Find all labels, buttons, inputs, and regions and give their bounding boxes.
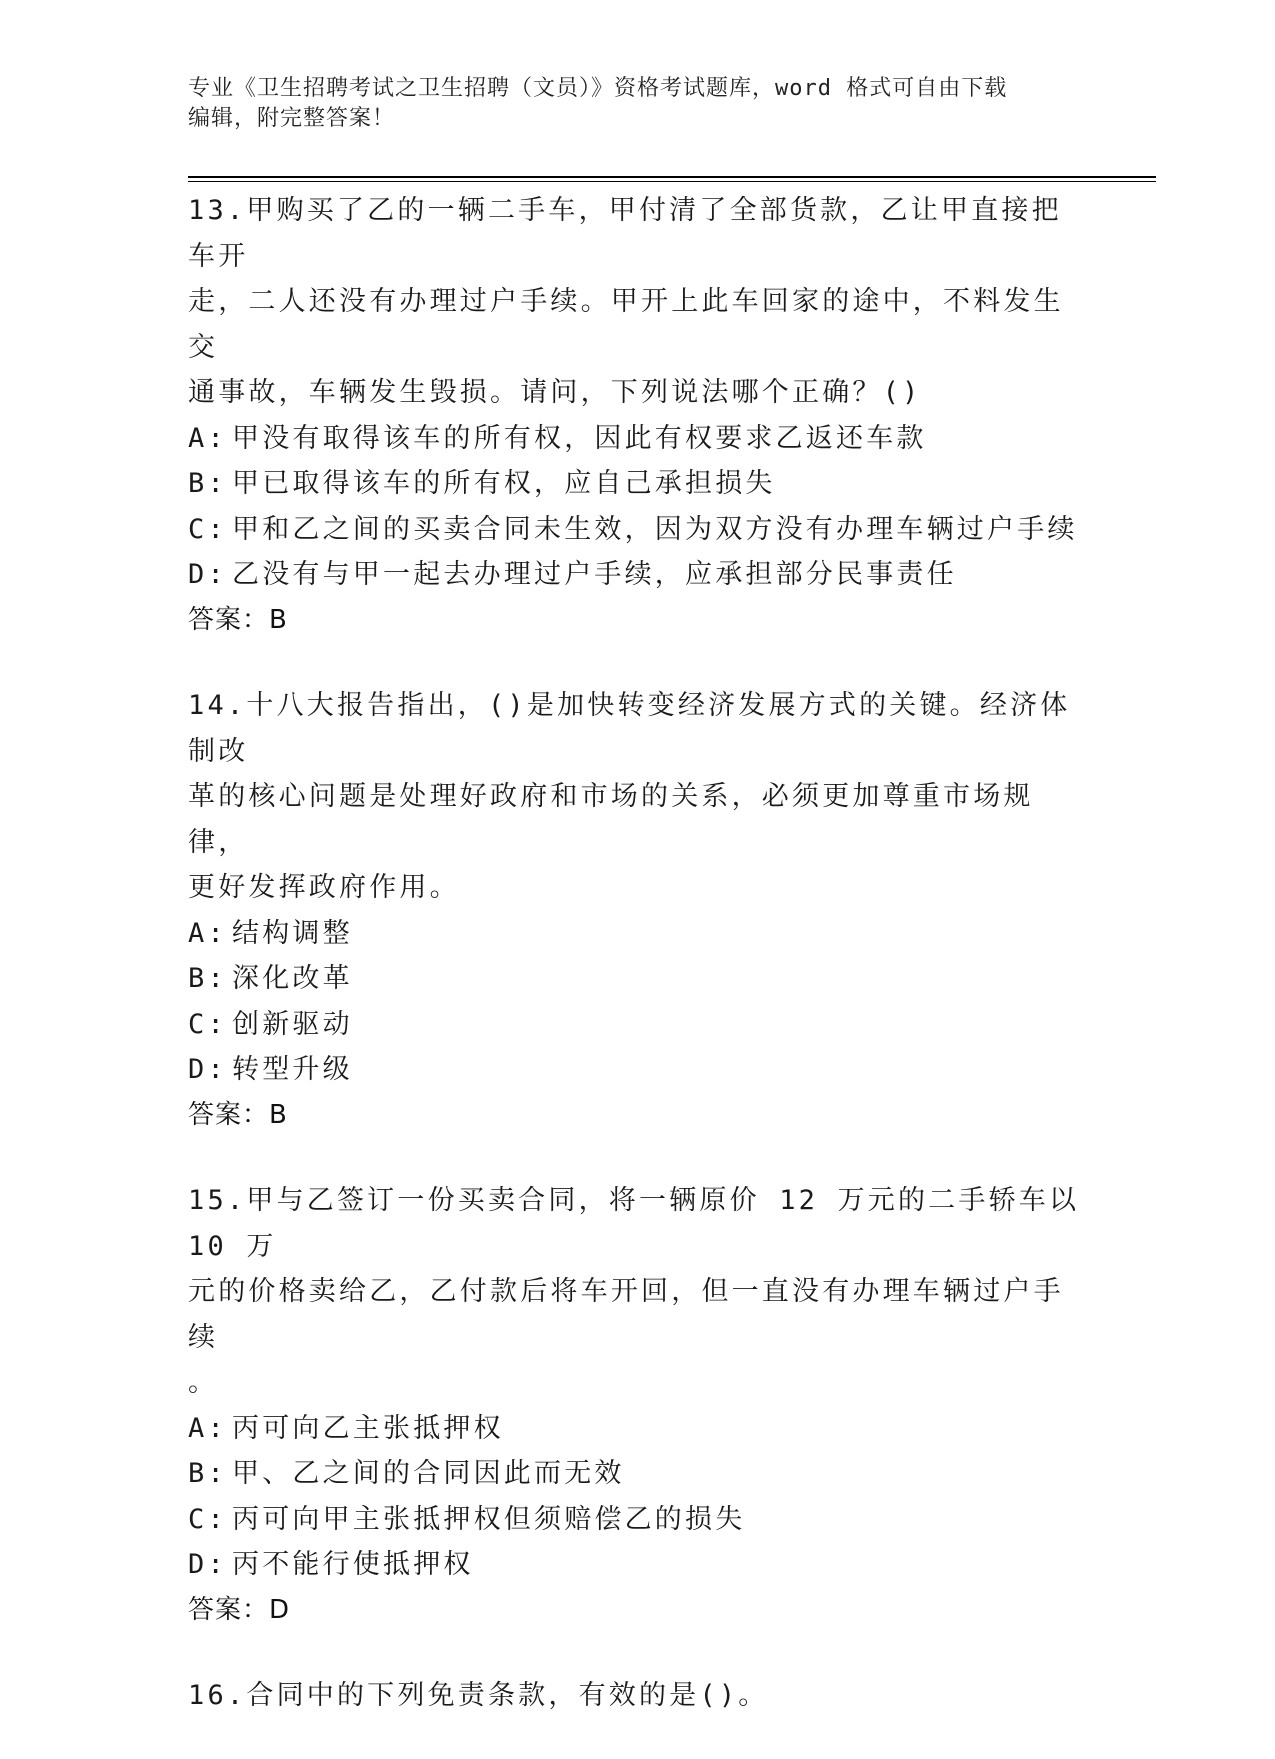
option-letter: D: bbox=[188, 1549, 227, 1580]
option-letter: C: bbox=[188, 513, 227, 545]
option-letter: B: bbox=[188, 963, 227, 994]
question-16 bbox=[188, 1673, 1088, 1719]
option-text: 甲已取得该车的所有权，应自己承担损失 bbox=[232, 468, 776, 499]
question-stem-line: 革的核心问题是处理好政府和市场的关系，必须更加尊重市场规律， bbox=[188, 781, 1034, 858]
question-14 bbox=[188, 683, 1088, 1138]
option-text: 深化改革 bbox=[232, 963, 353, 994]
question-stem-line: 元的价格卖给乙，乙付款后将车开回，但一直没有办理车辆过户手续 bbox=[188, 1276, 1064, 1353]
option-letter: D: bbox=[188, 1054, 227, 1085]
option-d bbox=[188, 1542, 1088, 1588]
option-text: 甲没有取得该车的所有权，因此有权要求乙返还车款 bbox=[232, 422, 927, 454]
answer-line: 答案：B bbox=[188, 1099, 288, 1130]
option-text: 创新驱动 bbox=[232, 1008, 353, 1040]
option-b bbox=[188, 1451, 1088, 1497]
question-stem-line: 走，二人还没有办理过户手续。甲开上此车回家的途中，不料发生交 bbox=[188, 286, 1064, 363]
header-divider-thick bbox=[188, 176, 1156, 178]
question-stem-line: 更好发挥政府作用。 bbox=[188, 872, 460, 903]
option-c bbox=[188, 1002, 1088, 1048]
option-a bbox=[188, 911, 1088, 957]
header-line-1: 专业《卫生招聘考试之卫生招聘（文员）》资格考试题库，word 格式可自由下载 bbox=[188, 76, 1008, 101]
option-letter: B: bbox=[188, 468, 227, 499]
header-divider-thin bbox=[188, 181, 1156, 182]
question-list bbox=[188, 188, 1088, 1759]
question-stem-line: 14.十八大报告指出，()是加快转变经济发展方式的关键。经济体制改 bbox=[188, 690, 1071, 767]
option-text: 甲、乙之间的合同因此而无效 bbox=[232, 1458, 625, 1489]
header-line-2: 编辑，附完整答案！ bbox=[188, 106, 396, 131]
option-a bbox=[188, 1406, 1088, 1452]
option-b bbox=[188, 461, 1088, 507]
option-letter: D: bbox=[188, 559, 227, 590]
option-a bbox=[188, 416, 1088, 462]
option-letter: C: bbox=[188, 1008, 227, 1040]
option-b bbox=[188, 956, 1088, 1002]
answer-line: 答案：B bbox=[188, 604, 288, 635]
option-d bbox=[188, 552, 1088, 598]
option-text: 转型升级 bbox=[232, 1054, 353, 1085]
question-stem-line: 。 bbox=[188, 1367, 219, 1398]
option-text: 丙不能行使抵押权 bbox=[232, 1549, 474, 1580]
question-15 bbox=[188, 1178, 1088, 1633]
option-letter: A: bbox=[188, 1412, 227, 1444]
option-text: 乙没有与甲一起去办理过户手续，应承担部分民事责任 bbox=[232, 559, 957, 590]
option-letter: C: bbox=[188, 1503, 227, 1535]
question-stem-line: 13.甲购买了乙的一辆二手车，甲付清了全部货款，乙让甲直接把车开 bbox=[188, 195, 1062, 272]
option-text: 甲和乙之间的买卖合同未生效，因为双方没有办理车辆过户手续 bbox=[232, 513, 1078, 545]
option-text: 丙可向乙主张抵押权 bbox=[232, 1412, 504, 1444]
question-13 bbox=[188, 188, 1088, 643]
answer-line: 答案：D bbox=[188, 1594, 291, 1625]
option-letter: B: bbox=[188, 1458, 227, 1489]
option-d bbox=[188, 1047, 1088, 1093]
option-text: 丙可向甲主张抵押权但须赔偿乙的损失 bbox=[232, 1503, 746, 1535]
option-letter: A: bbox=[188, 917, 227, 949]
question-stem-line: 16.合同中的下列免责条款，有效的是()。 bbox=[188, 1680, 769, 1711]
question-stem-line: 通事故，车辆发生毁损。请问，下列说法哪个正确？() bbox=[188, 377, 922, 408]
option-c bbox=[188, 1497, 1088, 1543]
question-stem-line: 15.甲与乙签订一份买卖合同，将一辆原价 12 万元的二手轿车以 10 万 bbox=[188, 1185, 1080, 1262]
option-c bbox=[188, 507, 1088, 553]
document-header bbox=[188, 74, 1088, 134]
option-text: 结构调整 bbox=[232, 917, 353, 949]
option-letter: A: bbox=[188, 422, 227, 454]
